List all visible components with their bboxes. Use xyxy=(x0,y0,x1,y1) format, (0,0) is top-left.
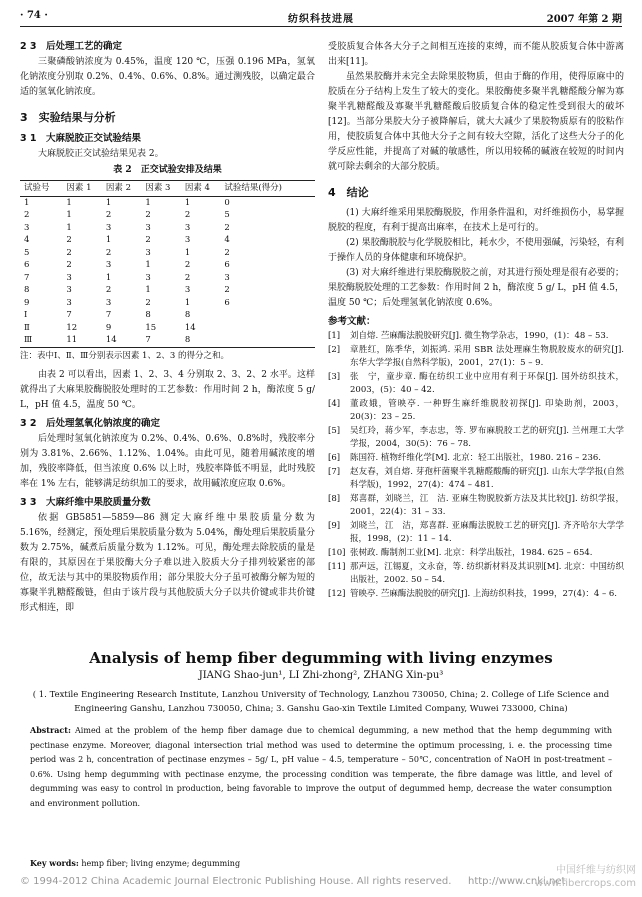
table-cell: 4 xyxy=(24,235,30,245)
table-row xyxy=(20,272,315,285)
table-cell xyxy=(224,309,315,322)
table-cell: 2 xyxy=(145,210,151,220)
table-cell: 2 xyxy=(24,210,30,220)
table-row xyxy=(20,334,315,347)
reference-text: 郑喜群，刘晓兰，江 洁. 亚麻生物脱胶新方法及其比较[J]. 纺织学报，2001，22(4)：31 – 33. xyxy=(350,494,624,517)
abstract-text: Aimed at the problem of the hemp fiber damage due to chemical degumming, a new method that the hemp degumming with pectinase enzyme. Moreover, diagonal intersection trial method was used to determine the optimum processing, i. e. the processing time period was 2 h, concentration of pectinase enzymes – 5g/ L, pH value – 4.5, temperature – 50℃, concentration of NaOH in post-treatment – 0.6%. Using hemp degumming with pectinase enzyme, the processing condition was temperate, the fibre damage was little, and level of degumming was easy to control in production, being favorable to improve the output of degummed hemp, decrease the water consumption and environment pollution. xyxy=(30,726,612,808)
table-cell: 1 xyxy=(66,210,72,220)
section-3-1-text: 大麻脱胶正交试验结果见表 2。 xyxy=(38,149,164,159)
table-cell: 2 xyxy=(66,235,72,245)
english-authors: JIANG Shao-jun¹, LI Zhi-zhong², ZHANG Xin-pu³ xyxy=(198,670,444,681)
table-cell: 4 xyxy=(224,235,230,245)
table-cell: 7 xyxy=(24,272,30,283)
table-2-analysis-text: 由表 2 可以看出，因素 1、2、3、4 分别取 2、3、2、2 水平。这样就得出了大麻果胶酶脱胶处理时的工艺参数：作用时间 2 h，酶浓度 5 g/ L，pH 值 4.5，温度 50 ℃。 xyxy=(20,369,315,410)
orthogonal-test-table xyxy=(20,180,315,348)
table-cell: 5 xyxy=(224,210,230,220)
table-cell: 0 xyxy=(224,197,230,208)
table-cell: 7 xyxy=(105,310,112,320)
table-cell: 2 xyxy=(224,285,230,295)
reference-item xyxy=(328,520,624,546)
table-cell: 3 xyxy=(184,235,191,245)
table-header-cell: 因素 3 xyxy=(145,181,184,197)
table-2-note: 注：表中Ⅰ、Ⅱ、Ⅲ分别表示因素 1、2、3 的得分之和。 xyxy=(20,350,229,361)
reference-text: 董政娥，管映亭. 一种野生麻纤维脱胶初探[J]. 印染助剂，2003，20(3)：23 – 25. xyxy=(350,399,624,422)
section-3-2-heading: 3 2 后处理氢氧化钠浓度的确定 xyxy=(20,417,161,429)
reference-text: 章胜红，陈季华，刘振鸿. 采用 SBR 法处理麻生物脱胶废水的研究[J]. 东华大学学报(自然科学版)，2001，27(1)：5 – 9. xyxy=(350,345,624,368)
discussion-paragraph: 虽然果胶酶并未完全去除果胶物质，但由于酶的作用，使得原麻中的胶质在分子结构上发生了较大的变化。果胶酶使多聚半乳糖醛酸分解为寡聚半乳糖醛酸及寡聚半乳糖醛酸后胶质复合体的稳定性受到很大的破坏[12]。当部分果胶大分子被降解后，就大大减少了果胶物质原有的胶粘作用，使胶质复合体中其他大分子之间有较大空隙，活化了这些大分子的化学反应性能，并提高了对碱的敏感性，所以用较稀的碱液在较短的时间内就可除去剩余的大部分胶质。 xyxy=(328,72,624,172)
reference-item xyxy=(328,452,624,465)
table-cell: 15 xyxy=(145,322,157,333)
reference-text: 吴红玲，蒋少军，李志忠，等. 罗布麻脱胶工艺的研究[J]. 兰州理工大学学报，2004，30(5)：76 – 78. xyxy=(350,426,624,449)
table-cell xyxy=(224,322,315,335)
table-cell: 2 xyxy=(145,235,151,245)
table-cell: 9 xyxy=(105,322,112,333)
section-3-3-heading: 3 3 大麻纤维中果胶质量分数 xyxy=(20,496,151,508)
conclusion-1: (1) 大麻纤维采用果胶酶脱胶，作用条件温和，对纤维损伤小，易掌握脱胶的程度，有利于提高出麻率，在技术上是可行的。 xyxy=(328,208,624,233)
keywords-label: Key words: xyxy=(30,858,79,868)
reference-text: 刘自熔. 苎麻酶法脱胶研究[J]. 微生物学杂志，1990，(1)：48 – 53. xyxy=(350,331,609,341)
reference-number: [2] xyxy=(328,345,341,355)
reference-text: 刘晓兰，江 洁，郑喜群. 亚麻酶法脱胶工艺的研究[J]. 齐齐哈尔大学学报，1998，(2)：11 – 14. xyxy=(350,521,624,544)
conclusion-2: (2) 果胶酶脱胶与化学脱胶相比，耗水少，不使用强碱，污染轻，有利于操作人员的身体健康和环境保护。 xyxy=(328,238,624,263)
reference-item xyxy=(328,547,624,560)
watermark xyxy=(535,864,636,890)
table-cell: 3 xyxy=(224,272,230,283)
table-cell: 14 xyxy=(106,334,145,347)
table-cell xyxy=(224,334,315,347)
table-cell: 7 xyxy=(145,334,184,347)
reference-text: 那声远，江锡夏，文永奋，等. 纺织新材料及其识别[M]. 北京：中国纺织出版社，2002. 50 – 54. xyxy=(350,562,624,585)
conclusion-3: (3) 对大麻纤维进行果胶酶脱胶之前，对其进行预处理是很有必要的；果胶酶脱胶处理的工艺参数：作用时间 2 h，酶浓度 5 g/ L，pH 值 4.5，温度 50 ℃；后处理氢氧化钠浓度 0.6%。 xyxy=(328,268,624,308)
table-cell: 1 xyxy=(145,197,151,208)
table-cell: 3 xyxy=(105,297,112,308)
watermark-cn: 中国纤维与纺织网 xyxy=(556,865,636,876)
reference-item xyxy=(328,588,624,601)
table-cell: 3 xyxy=(145,247,151,258)
reference-item xyxy=(328,493,624,519)
reference-item xyxy=(328,371,624,397)
table-cell: 2 xyxy=(224,247,230,258)
table-cell: 12 xyxy=(66,322,78,333)
table-body xyxy=(20,196,315,347)
abstract-label: Abstract: xyxy=(30,725,71,735)
reference-item xyxy=(328,466,624,492)
section-3-1-heading: 3 1 大麻脱胶正交试验结果 xyxy=(20,133,142,144)
table-cell: 8 xyxy=(184,310,191,320)
reference-number: [4] xyxy=(328,399,341,409)
reference-text: 管映亭. 苎麻酶法脱胶的研究[J]. 上海纺织科技，1999，27(4)：4 – 6. xyxy=(350,589,618,599)
section-3-3-text: 依据 GB5851—5859—86 测定大麻纤维中果胶质量分数为 5.16%，经测定，预处理后果胶质量分数为 5.04%，酶处理后果胶质量分数为 2.75%，碱煮后质量分数为 1.12%。可见，酶处理去除胶质的量是有限的，其原因在于果胶酶大分子难以进入胶质大分子排列较紧密的部位，故无法与其中的果胶物质作用；部分果胶大分子虽可被酶分解为短的寡聚半乳糖醛酸链，但由于该片段与其他胶质大分子以共价键或非共价键形式相连，即 xyxy=(20,512,315,613)
english-affiliations: ( 1. Textile Engineering Research Institute, Lanzhou University of Technology, Lanzhou 730050, China; 2. College of Life Science and Engineering Ganshu, Lanzhou 730050, China; 3. Ganshu Gao-xin Textile Limited Company, Wuwei 733000, China) xyxy=(32,690,610,714)
table-cell: 3 xyxy=(184,222,191,233)
page-number: · 74 · xyxy=(20,10,48,21)
table-cell: 8 xyxy=(24,285,30,295)
table-cell: 2 xyxy=(184,272,191,283)
issue-label: 2007 年第 2 期 xyxy=(546,14,622,25)
copyright-footer: © 1994-2012 China Academic Journal Electronic Publishing House. All rights reserved. xyxy=(20,876,452,887)
table-cell: 3 xyxy=(105,222,112,233)
references-heading: 参考文献： xyxy=(328,316,376,327)
table-cell: 3 xyxy=(184,285,191,295)
table-cell: 6 xyxy=(224,297,230,308)
header-rule xyxy=(20,26,622,27)
table-cell: 14 xyxy=(184,322,196,333)
table-cell: Ⅲ xyxy=(20,334,66,347)
table-cell: 5 xyxy=(24,247,30,258)
left-column xyxy=(20,36,315,616)
table-cell: 2 xyxy=(105,285,112,295)
footer-url[interactable]: http://www.cnki.net xyxy=(468,876,566,887)
reference-number: [3] xyxy=(328,372,341,382)
table-row xyxy=(20,309,315,322)
table-cell: 3 xyxy=(145,272,151,283)
table-header-cell: 因素 4 xyxy=(185,181,224,197)
table-cell: 9 xyxy=(24,297,30,308)
table-cell: 1 xyxy=(105,235,112,245)
section-3-heading: 3 实验结果与分析 xyxy=(20,111,116,124)
table-cell: 1 xyxy=(145,285,151,295)
table-cell: 2 xyxy=(66,247,72,258)
reference-number: [10] xyxy=(328,548,346,558)
reference-item xyxy=(328,561,624,587)
table-cell: 1 xyxy=(66,222,72,233)
english-abstract xyxy=(30,723,612,811)
table-cell: 2 xyxy=(184,260,191,270)
journal-name: 纺织科技进展 xyxy=(288,14,354,25)
running-header xyxy=(20,8,622,26)
table-cell: 6 xyxy=(224,260,230,270)
reference-number: [5] xyxy=(328,426,341,436)
table-header-cell: 试验结果(得分) xyxy=(224,181,315,197)
reference-text: 赵友春，刘自熔. 芽孢杆菌聚半乳糖醛酸酶的研究[J]. 山东大学学报(自然科学版)，1992，27(4)：474 – 481. xyxy=(350,467,624,490)
table-2-caption: 表 2 正交试验安排及结果 xyxy=(113,165,222,175)
reference-item xyxy=(328,330,624,343)
english-keywords xyxy=(30,858,612,868)
table-row xyxy=(20,297,315,310)
section-2-3-text: 三聚磷酸钠浓度为 0.45%，温度 120 ℃，压强 0.196 MPa，氢氧化钠浓度分别取 0.2%、0.4%、0.6%、0.8%。通过测残胶，以确定最合适的氢氧化钠浓度。 xyxy=(20,57,315,97)
reference-text: 张 宁，童步章. 酶在纺织工业中应用有利于环保[J]. 国外纺织技术，2003，(5)：40 – 42. xyxy=(350,372,624,395)
table-cell: 1 xyxy=(105,272,112,283)
table-header-cell: 因素 2 xyxy=(106,181,145,197)
table-row xyxy=(20,284,315,297)
table-cell: 3 xyxy=(105,260,112,270)
table-cell: 1 xyxy=(24,197,30,208)
table-cell: 8 xyxy=(185,334,224,347)
table-row xyxy=(20,259,315,272)
table-cell: 1 xyxy=(184,297,191,308)
table-row xyxy=(20,222,315,235)
reference-list xyxy=(328,330,624,601)
table-cell: 7 xyxy=(66,310,72,320)
table-cell: 1 xyxy=(184,197,191,208)
reference-number: [8] xyxy=(328,494,341,504)
table-cell: 3 xyxy=(66,272,72,283)
table-cell: 1 xyxy=(184,247,191,258)
reference-number: [7] xyxy=(328,467,341,477)
table-cell: 2 xyxy=(105,247,112,258)
table-cell: 6 xyxy=(24,260,30,270)
table-row xyxy=(20,234,315,247)
table-cell: 3 xyxy=(145,222,151,233)
table-cell: 1 xyxy=(105,197,112,208)
table-row xyxy=(20,247,315,260)
keywords-text: hemp fiber; living enzyme; degumming xyxy=(81,859,241,868)
table-cell: 2 xyxy=(66,260,72,270)
reference-text: 陈国符. 植物纤维化学[M]. 北京：轻工出版社，1980. 216 – 236. xyxy=(350,453,601,463)
section-3-2-text: 后处理时氢氧化钠浓度为 0.2%、0.4%、0.6%、0.8%时，残胶率分别为 3.81%、2.66%、1.12%、1.04%。由此可见，随着用碱浓度的增加，残胶率降低，但当浓度 0.6% 以上时，残胶率降低不明显，此时残胶率在 1% 左右，能够满足纺织加工的要求，故用碱浓度应取 0.6%。 xyxy=(20,433,315,489)
reference-number: [1] xyxy=(328,331,341,341)
reference-item xyxy=(328,344,624,370)
table-header-cell: 因素 1 xyxy=(66,181,105,197)
reference-number: [6] xyxy=(328,453,341,463)
table-cell: 2 xyxy=(105,210,112,220)
table-cell: 8 xyxy=(145,310,151,320)
table-cell: 1 xyxy=(145,260,151,270)
continued-paragraph: 受胶质复合体各大分子之间相互连接的束缚，而不能从胶质复合体中游离出来[11]。 xyxy=(328,42,624,67)
table-row xyxy=(20,209,315,222)
section-4-heading: 4 结论 xyxy=(328,186,369,199)
table-cell: 1 xyxy=(66,197,72,208)
reference-number: [9] xyxy=(328,521,341,531)
right-column xyxy=(328,40,624,602)
table-cell: 2 xyxy=(224,222,230,233)
section-2-3-heading: 2 3 后处理工艺的确定 xyxy=(20,41,123,52)
table-cell: Ⅰ xyxy=(24,310,28,320)
table-cell: 2 xyxy=(184,210,191,220)
table-header-cell: 试验号 xyxy=(20,181,66,197)
table-cell: 11 xyxy=(66,334,105,347)
table-cell: 3 xyxy=(66,297,72,308)
watermark-url: www.fibercrops.com xyxy=(534,878,636,889)
reference-item xyxy=(328,425,624,451)
reference-item xyxy=(328,398,624,424)
table-header-row xyxy=(20,181,315,197)
reference-number: [12] xyxy=(328,589,346,599)
table-cell: 2 xyxy=(145,297,151,308)
table-cell: 3 xyxy=(24,222,30,233)
reference-text: 张树政. 酶制剂工业[M]. 北京：科学出版社，1984. 625 – 654. xyxy=(350,548,593,558)
table-cell: 3 xyxy=(66,285,72,295)
english-title: Analysis of hemp fiber degumming with living enzymes xyxy=(89,649,553,667)
table-cell: Ⅱ xyxy=(24,322,30,333)
table-row xyxy=(20,196,315,209)
reference-number: [11] xyxy=(328,562,346,572)
table-row xyxy=(20,322,315,335)
